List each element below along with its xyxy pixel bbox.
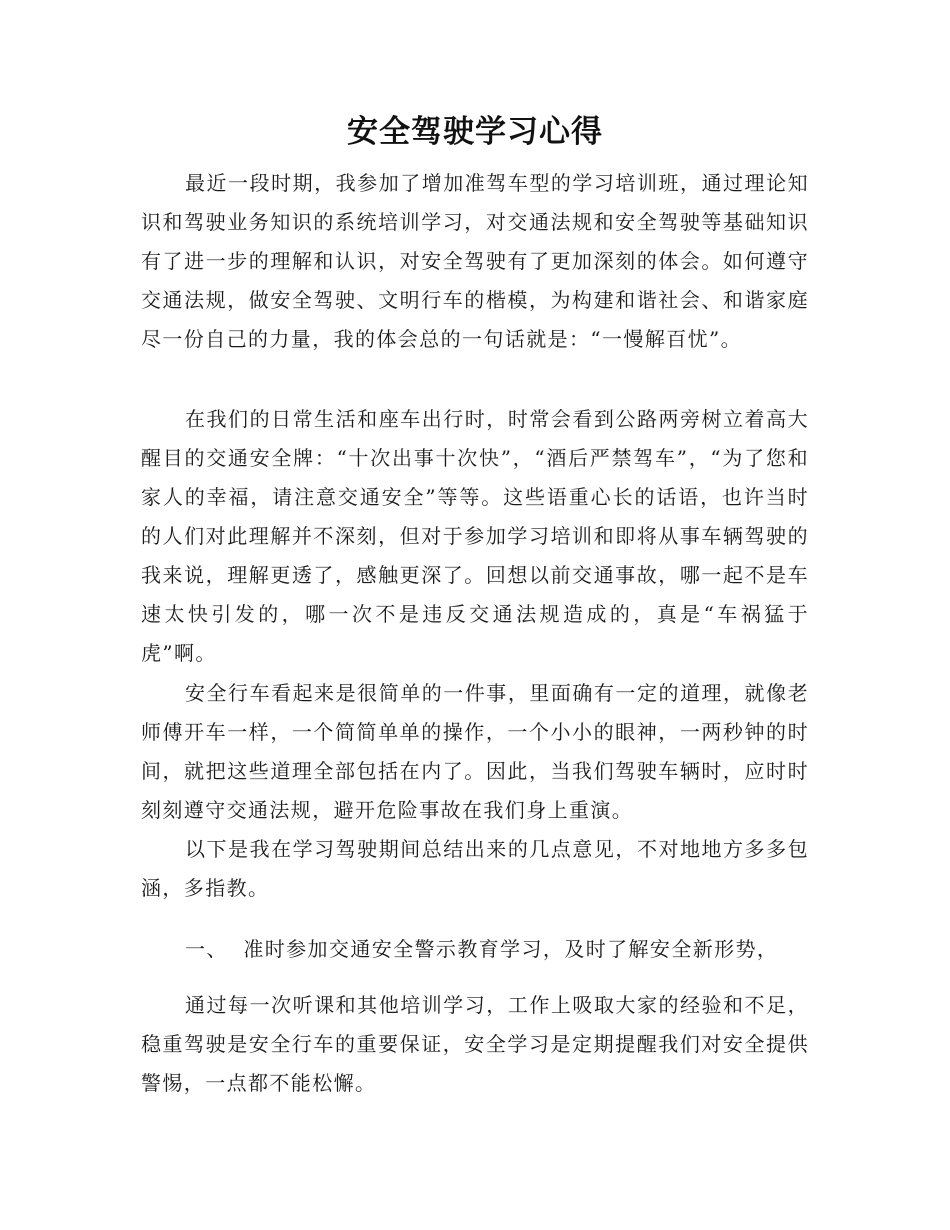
paragraph-point-one-body: 通过每一次听课和其他培训学习，工作上吸取大家的经验和不足，稳重驾驶是安全行车的重要保证，安全学习是定期提醒我们对安全提供警惕，一点都不能松懈。 [141, 993, 809, 1095]
paragraph-summary-intro: 以下是我在学习驾驶期间总结出来的几点意见，不对地地方多多包涵，多指教。 [141, 837, 809, 900]
paragraph-intro: 最近一段时期，我参加了增加准驾车型的学习培训班，通过理论知识和驾驶业务知识的系统培训学习，对交通法规和安全驾驶等基础知识有了进一步的理解和认识，对安全驾驶有了更加深刻的体会。如何遵守交通法规，做安全驾驶、文明行车的楷模，为构建和谐社会、和谐家庭尽一份自己的力量，我的体会总的一句话就是：“一慢解百忧”。 [141, 171, 809, 351]
document-title: 安全驾驶学习心得 [347, 114, 603, 150]
paragraph-road-signs: 在我们的日常生活和座车出行时，时常会看到公路两旁树立着高大醒目的交通安全牌：“十次出事十次快”，“酒后严禁驾车”，“为了您和家人的幸福，请注意交通安全”等等。这些语重心长的话语，也许当时的人们对此理解并不深刻，但对于参加学习培训和即将从事车辆驾驶的我来说，理解更透了，感触更深了。回想以前交通事故，哪一起不是车速太快引发的，哪一次不是违反交通法规造成的，真是“车祸猛于虎”啊。 [141, 407, 809, 665]
paragraph-point-one-heading: 一、 准时参加交通安全警示教育学习，及时了解安全新形势， [185, 937, 779, 961]
paragraph-safe-driving: 安全行车看起来是很简单的一件事，里面确有一定的道理，就像老师傅开车一样，一个简简单单的操作，一个小小的眼神，一两秒钟的时间，就把这些道理全部包括在内了。因此，当我们驾驶车辆时，应时时刻刻遵守交通法规，避开危险事故在我们身上重演。 [141, 681, 809, 822]
